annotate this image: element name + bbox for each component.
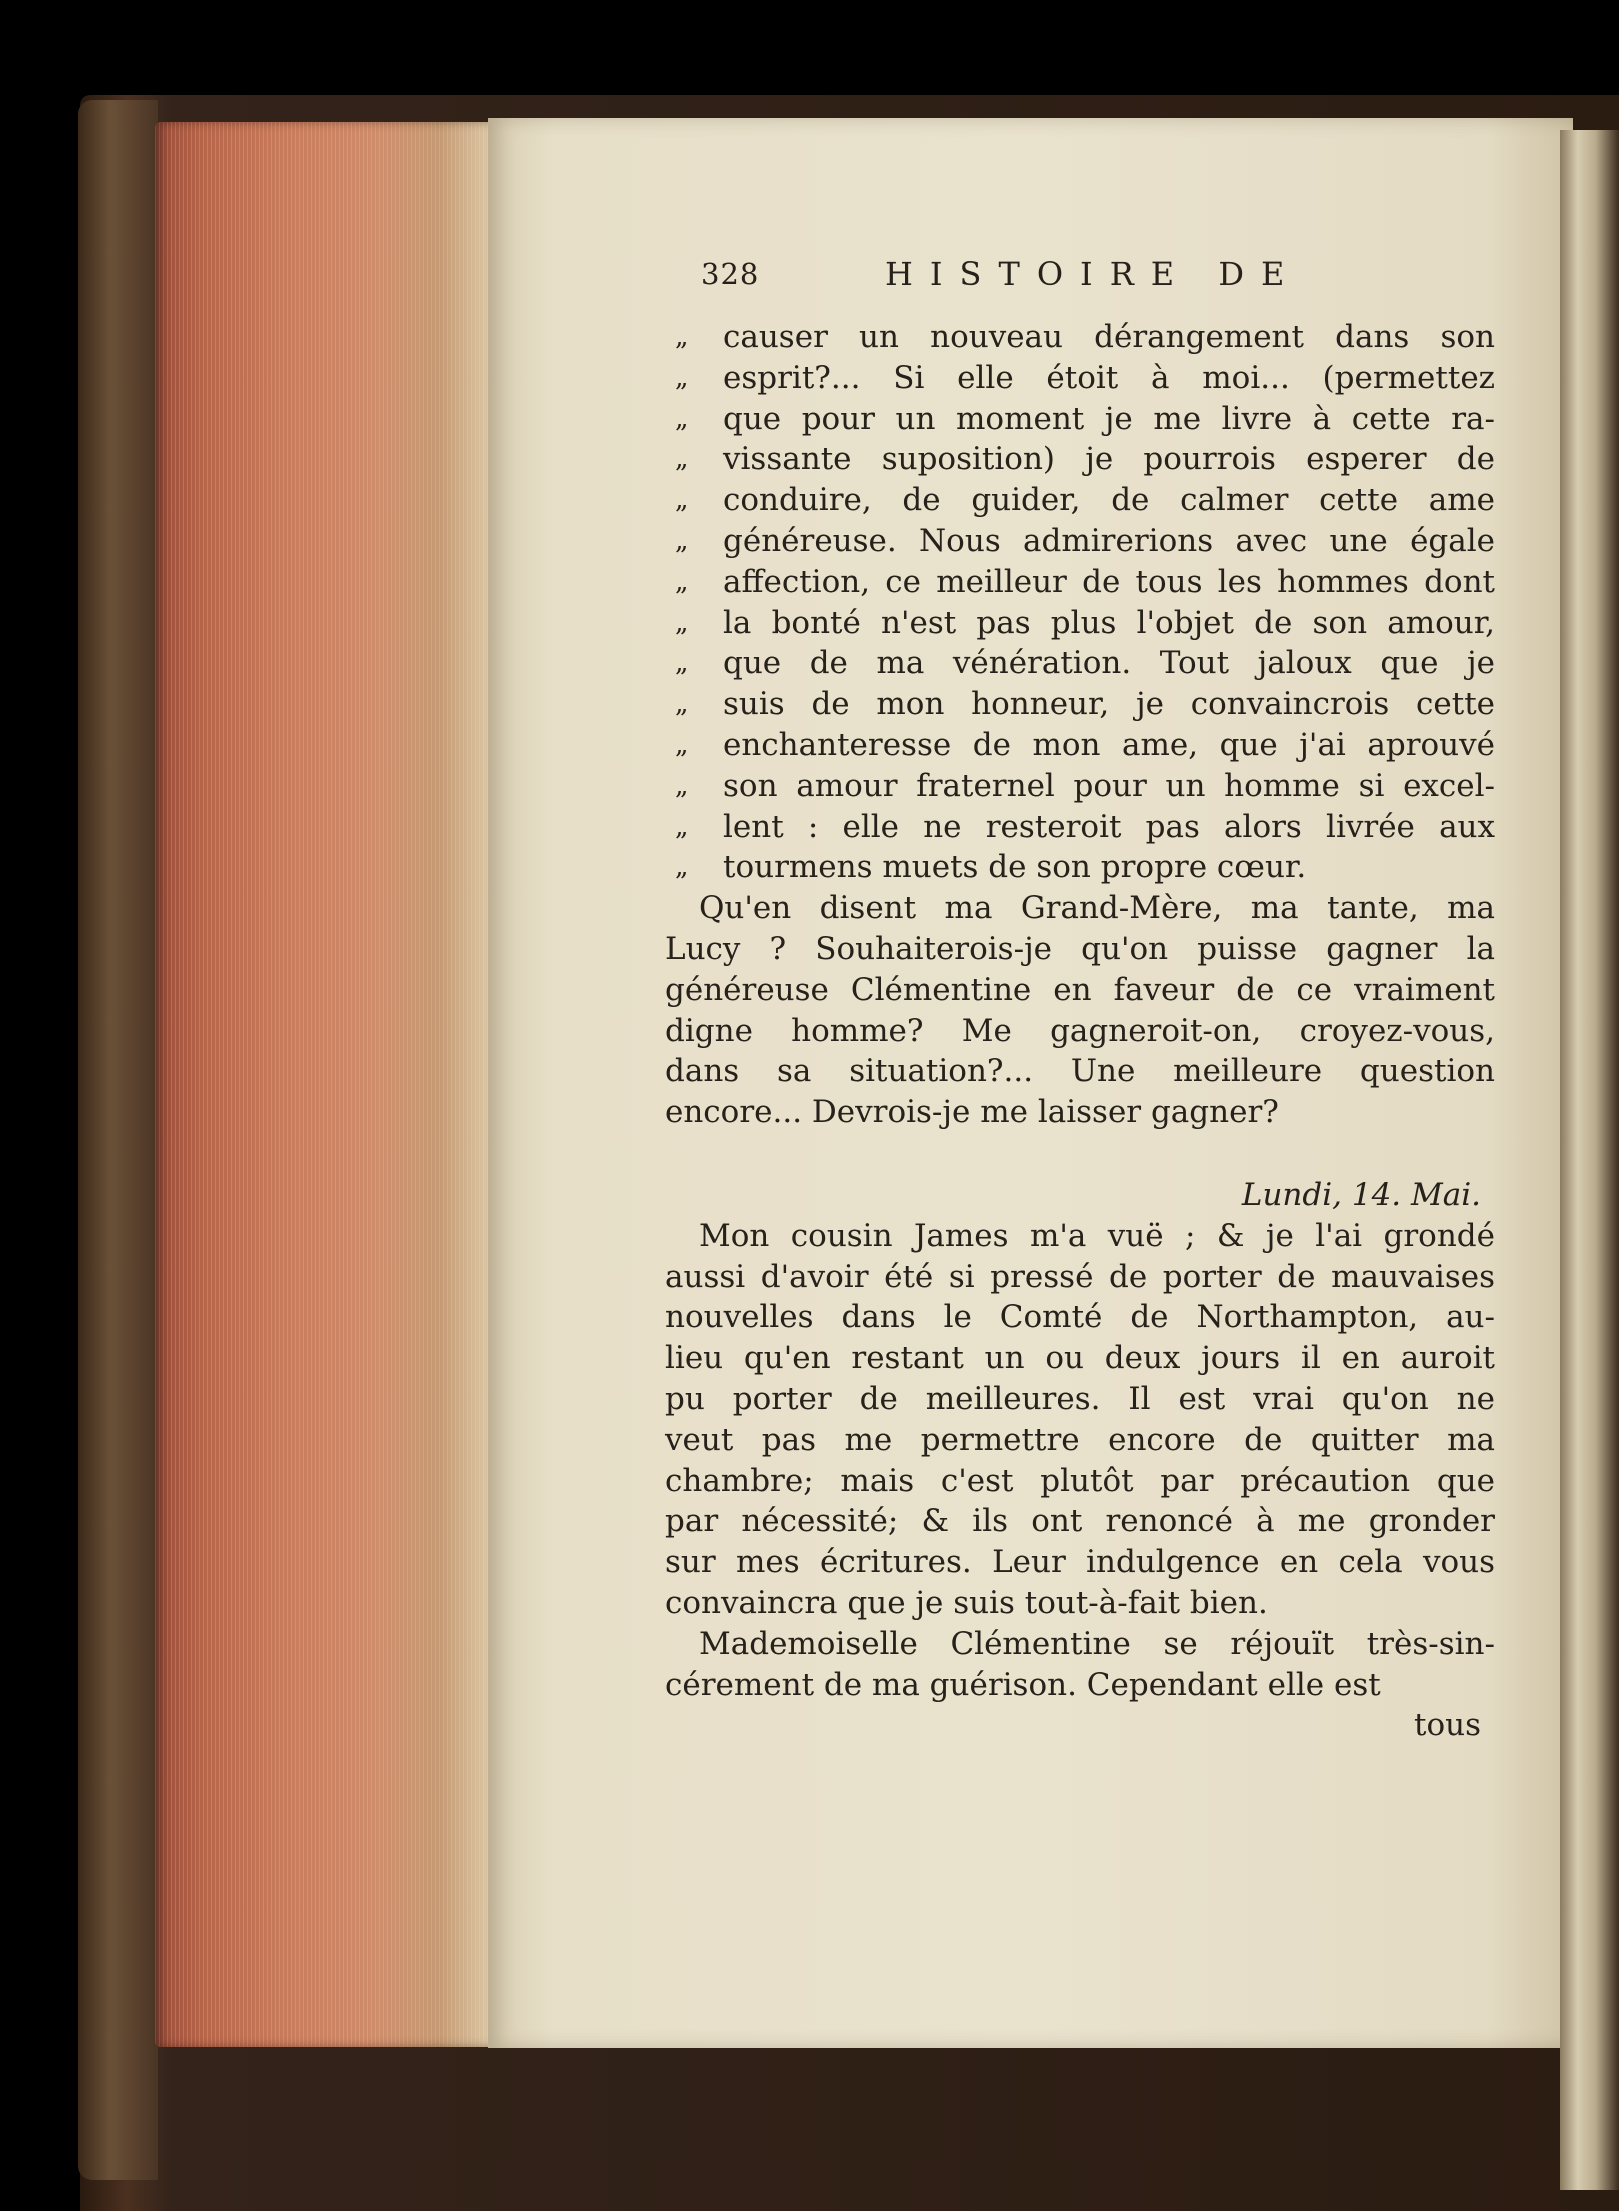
line-text: son amour fraternel pour un homme si excel- xyxy=(723,767,1495,804)
text-line xyxy=(665,1583,1495,1624)
quote-mark: „ xyxy=(675,648,689,679)
quoted-line xyxy=(665,684,1495,725)
paragraph-3 xyxy=(665,1624,1495,1706)
text-line xyxy=(665,1051,1495,1092)
quote-mark: „ xyxy=(675,689,689,720)
quoted-line xyxy=(665,317,1495,358)
text-line xyxy=(665,1624,1495,1665)
text-line xyxy=(665,1665,1495,1706)
quoted-line xyxy=(665,562,1495,603)
line-text: conduire, de guider, de calmer cette ame xyxy=(723,482,1495,519)
line-text: aussi d'avoir été si pressé de porter de mauvaises xyxy=(665,1258,1495,1295)
line-text: Mon cousin James m'a vuë ; & je l'ai grondé xyxy=(699,1217,1495,1254)
quote-mark: „ xyxy=(675,566,689,597)
text-line xyxy=(665,1379,1495,1420)
quoted-line xyxy=(665,521,1495,562)
page-number: 328 xyxy=(701,257,760,291)
quote-mark: „ xyxy=(675,403,689,434)
dateline: Lundi, 14. Mai. xyxy=(1241,1176,1481,1213)
line-text: lent : elle ne resteroit pas alors livrée aux xyxy=(723,808,1495,845)
quoted-line xyxy=(665,603,1495,644)
page-header xyxy=(665,255,1495,317)
quoted-line xyxy=(665,847,1495,888)
line-text: esprit?... Si elle étoit à moi... (permettez xyxy=(723,359,1495,396)
text-line xyxy=(665,1461,1495,1502)
quoted-line xyxy=(665,643,1495,684)
line-text: tourmens muets de son propre cœur. xyxy=(723,849,1307,886)
running-title: HISTOIRE DE xyxy=(885,255,1302,293)
text-line xyxy=(665,1092,1495,1133)
page-edges xyxy=(155,122,490,2047)
line-text: digne homme? Me gagneroit-on, croyez-vous, xyxy=(665,1012,1495,1049)
text-line xyxy=(665,888,1495,929)
line-text: dans sa situation?... Une meilleure question xyxy=(665,1053,1495,1090)
text-line xyxy=(665,1297,1495,1338)
line-text: sur mes écritures. Leur indulgence en cela vous xyxy=(665,1544,1495,1581)
quote-mark: „ xyxy=(675,362,689,393)
quoted-line xyxy=(665,807,1495,848)
quoted-line xyxy=(665,399,1495,440)
quote-mark: „ xyxy=(675,770,689,801)
line-text: causer un nouveau dérangement dans son xyxy=(723,319,1495,355)
line-text: généreuse. Nous admirerions avec une égale xyxy=(723,522,1495,559)
text-line xyxy=(665,1420,1495,1461)
quote-mark: „ xyxy=(675,525,689,556)
quote-mark: „ xyxy=(675,852,689,883)
line-text: chambre; mais c'est plutôt par précaution que xyxy=(665,1462,1495,1499)
text-line xyxy=(665,1011,1495,1052)
quoted-line xyxy=(665,766,1495,807)
quote-mark: „ xyxy=(675,729,689,760)
line-text: que de ma vénération. Tout jaloux que je xyxy=(723,645,1495,682)
line-text: Mademoiselle Clémentine se réjouït très-sin- xyxy=(699,1625,1495,1662)
text-line xyxy=(665,1501,1495,1542)
page-gutter xyxy=(1560,130,1619,2190)
catchword: tous xyxy=(1414,1707,1481,1744)
quote-mark: „ xyxy=(675,485,689,516)
quote-mark: „ xyxy=(675,607,689,638)
line-text: veut pas me permettre encore de quitter ma xyxy=(665,1421,1495,1458)
line-text: nouvelles dans le Comté de Northampton, au- xyxy=(665,1299,1495,1336)
line-text: généreuse Clémentine en faveur de ce vraiment xyxy=(665,971,1495,1008)
text-line xyxy=(665,1257,1495,1298)
text-line xyxy=(665,1338,1495,1379)
quote-mark: „ xyxy=(675,322,689,352)
line-text: affection, ce meilleur de tous les hommes dont xyxy=(723,563,1495,600)
line-text: que pour un moment je me livre à cette ra- xyxy=(723,400,1495,437)
line-text: vissante suposition) je pourrois esperer de xyxy=(723,441,1495,478)
text-line xyxy=(665,1542,1495,1583)
quoted-line xyxy=(665,725,1495,766)
line-text: Lucy ? Souhaiterois-je qu'on puisse gagner la xyxy=(665,930,1495,967)
quoted-line xyxy=(665,358,1495,399)
line-text: cérement de ma guérison. Cependant elle est xyxy=(665,1666,1381,1703)
quoted-passage xyxy=(665,317,1495,888)
text-line xyxy=(665,1216,1495,1257)
line-text: encore... Devrois-je me laisser gagner? xyxy=(665,1094,1279,1131)
text-block xyxy=(665,255,1495,1746)
line-text: lieu qu'en restant un ou deux jours il en auroit xyxy=(665,1340,1495,1377)
cover-spine xyxy=(78,100,158,2180)
line-text: la bonté n'est pas plus l'objet de son amour, xyxy=(723,604,1495,641)
quoted-line xyxy=(665,480,1495,521)
line-text: Qu'en disent ma Grand-Mère, ma tante, ma xyxy=(699,890,1495,927)
line-text: suis de mon honneur, je convaincrois cette xyxy=(723,686,1495,723)
paragraph-2 xyxy=(665,1216,1495,1624)
paragraph-1 xyxy=(665,888,1495,1133)
line-text: par nécessité; & ils ont renoncé à me gronder xyxy=(665,1503,1495,1540)
line-text: enchanteresse de mon ame, que j'ai aprouvé xyxy=(723,726,1495,763)
text-line xyxy=(665,970,1495,1011)
quote-mark: „ xyxy=(675,444,689,475)
line-text: pu porter de meilleures. Il est vrai qu'on ne xyxy=(665,1380,1495,1417)
text-line xyxy=(665,929,1495,970)
quoted-line xyxy=(665,439,1495,480)
line-text: convaincra que je suis tout-à-fait bien. xyxy=(665,1584,1268,1621)
quote-mark: „ xyxy=(675,811,689,842)
